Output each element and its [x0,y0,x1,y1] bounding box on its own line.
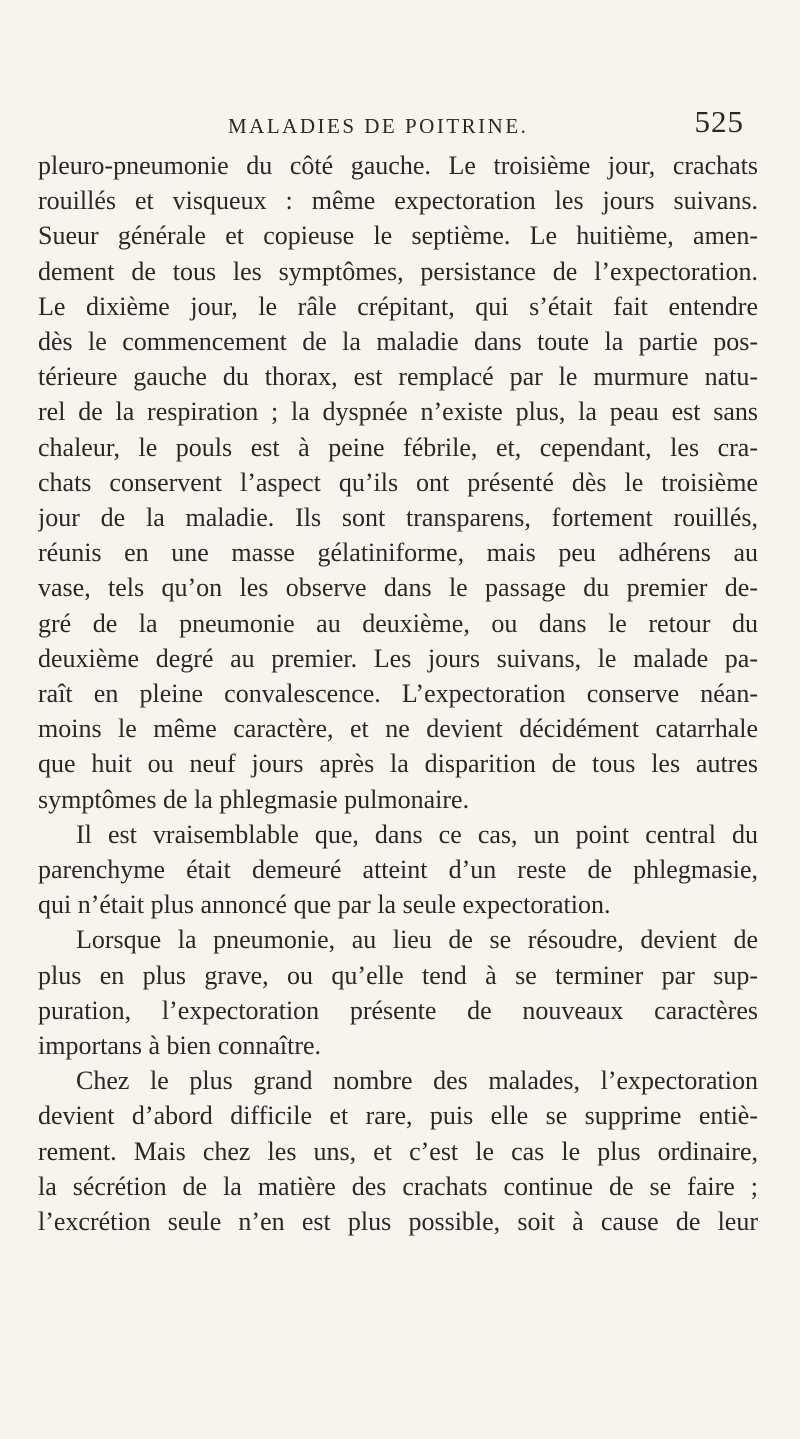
text-line: térieure gauche du thorax, est remplacé par le murmure natu- [38,362,758,392]
text-line: rel de la respiration ; la dyspnée n’existe plus, la peau est sans [38,397,758,427]
text-line: jour de la maladie. Ils sont transparens, fortement rouillés, [38,503,758,533]
text-line: devient d’abord difficile et rare, puis elle se supprime entiè- [38,1101,758,1131]
text-line: Le dixième jour, le râle crépitant, qui s’était fait entendre [38,291,758,321]
text-line: importans à bien connaître. [38,1031,322,1061]
text-line: réunis en une masse gélatiniforme, mais peu adhérens au [38,538,758,568]
text-line: pleuro-pneumonie du côté gauche. Le troisième jour, crachats [38,151,758,180]
text-line: dement de tous les symptômes, persistance de l’expectoration. [38,256,758,286]
text-line: rouillés et visqueux : même expectoration les jours suivans. [38,186,758,216]
text-line: rement. Mais chez les uns, et c’est le cas le plus ordinaire, [38,1136,758,1166]
page-number: 525 [694,104,744,139]
text-line: chats conservent l’aspect qu’ils ont présenté dès le troisième [38,467,758,497]
text-line: Chez le plus grand nombre des malades, l’expectoration [76,1066,758,1096]
text-line: qui n’était plus annoncé que par la seule expectoration. [38,890,611,920]
running-title: MALADIES DE POITRINE. [228,114,529,138]
text-line: que huit ou neuf jours après la disparition de tous les autres [38,749,758,779]
text-line: la sécrétion de la matière des crachats continue de se faire ; [38,1171,758,1201]
text-line: dès le commencement de la maladie dans toute la partie pos- [38,327,758,357]
running-header [228,104,748,144]
text-line: plus en plus grave, ou qu’elle tend à se terminer par sup- [38,960,758,990]
text-line: deuxième degré au premier. Les jours suivans, le malade pa- [38,643,758,673]
text-line: l’excrétion seule n’en est plus possible, soit à cause de leur [38,1207,758,1237]
text-line: puration, l’expectoration présente de nouveaux caractères [38,995,758,1025]
text-line: moins le même caractère, et ne devient décidément catarrhale [38,714,758,744]
text-line: parenchyme était demeuré atteint d’un reste de phlegmasie, [38,855,758,885]
text-line: symptômes de la phlegmasie pulmonaire. [38,784,470,814]
text-line: gré de la pneumonie au deuxième, ou dans le retour du [38,608,758,638]
text-line: vase, tels qu’on les observe dans le passage du premier de- [38,573,758,603]
text-line: Il est vraisemblable que, dans ce cas, un point central du [76,819,758,849]
text-line: raît en pleine convalescence. L’expectoration conserve néan- [38,679,758,709]
text-line: chaleur, le pouls est à peine fébrile, et, cependant, les cra- [38,432,758,462]
text-line: Lorsque la pneumonie, au lieu de se résoudre, devient de [76,925,758,955]
text-line: Sueur générale et copieuse le septième. Le huitième, amen- [38,221,758,251]
body-text [38,148,758,1239]
